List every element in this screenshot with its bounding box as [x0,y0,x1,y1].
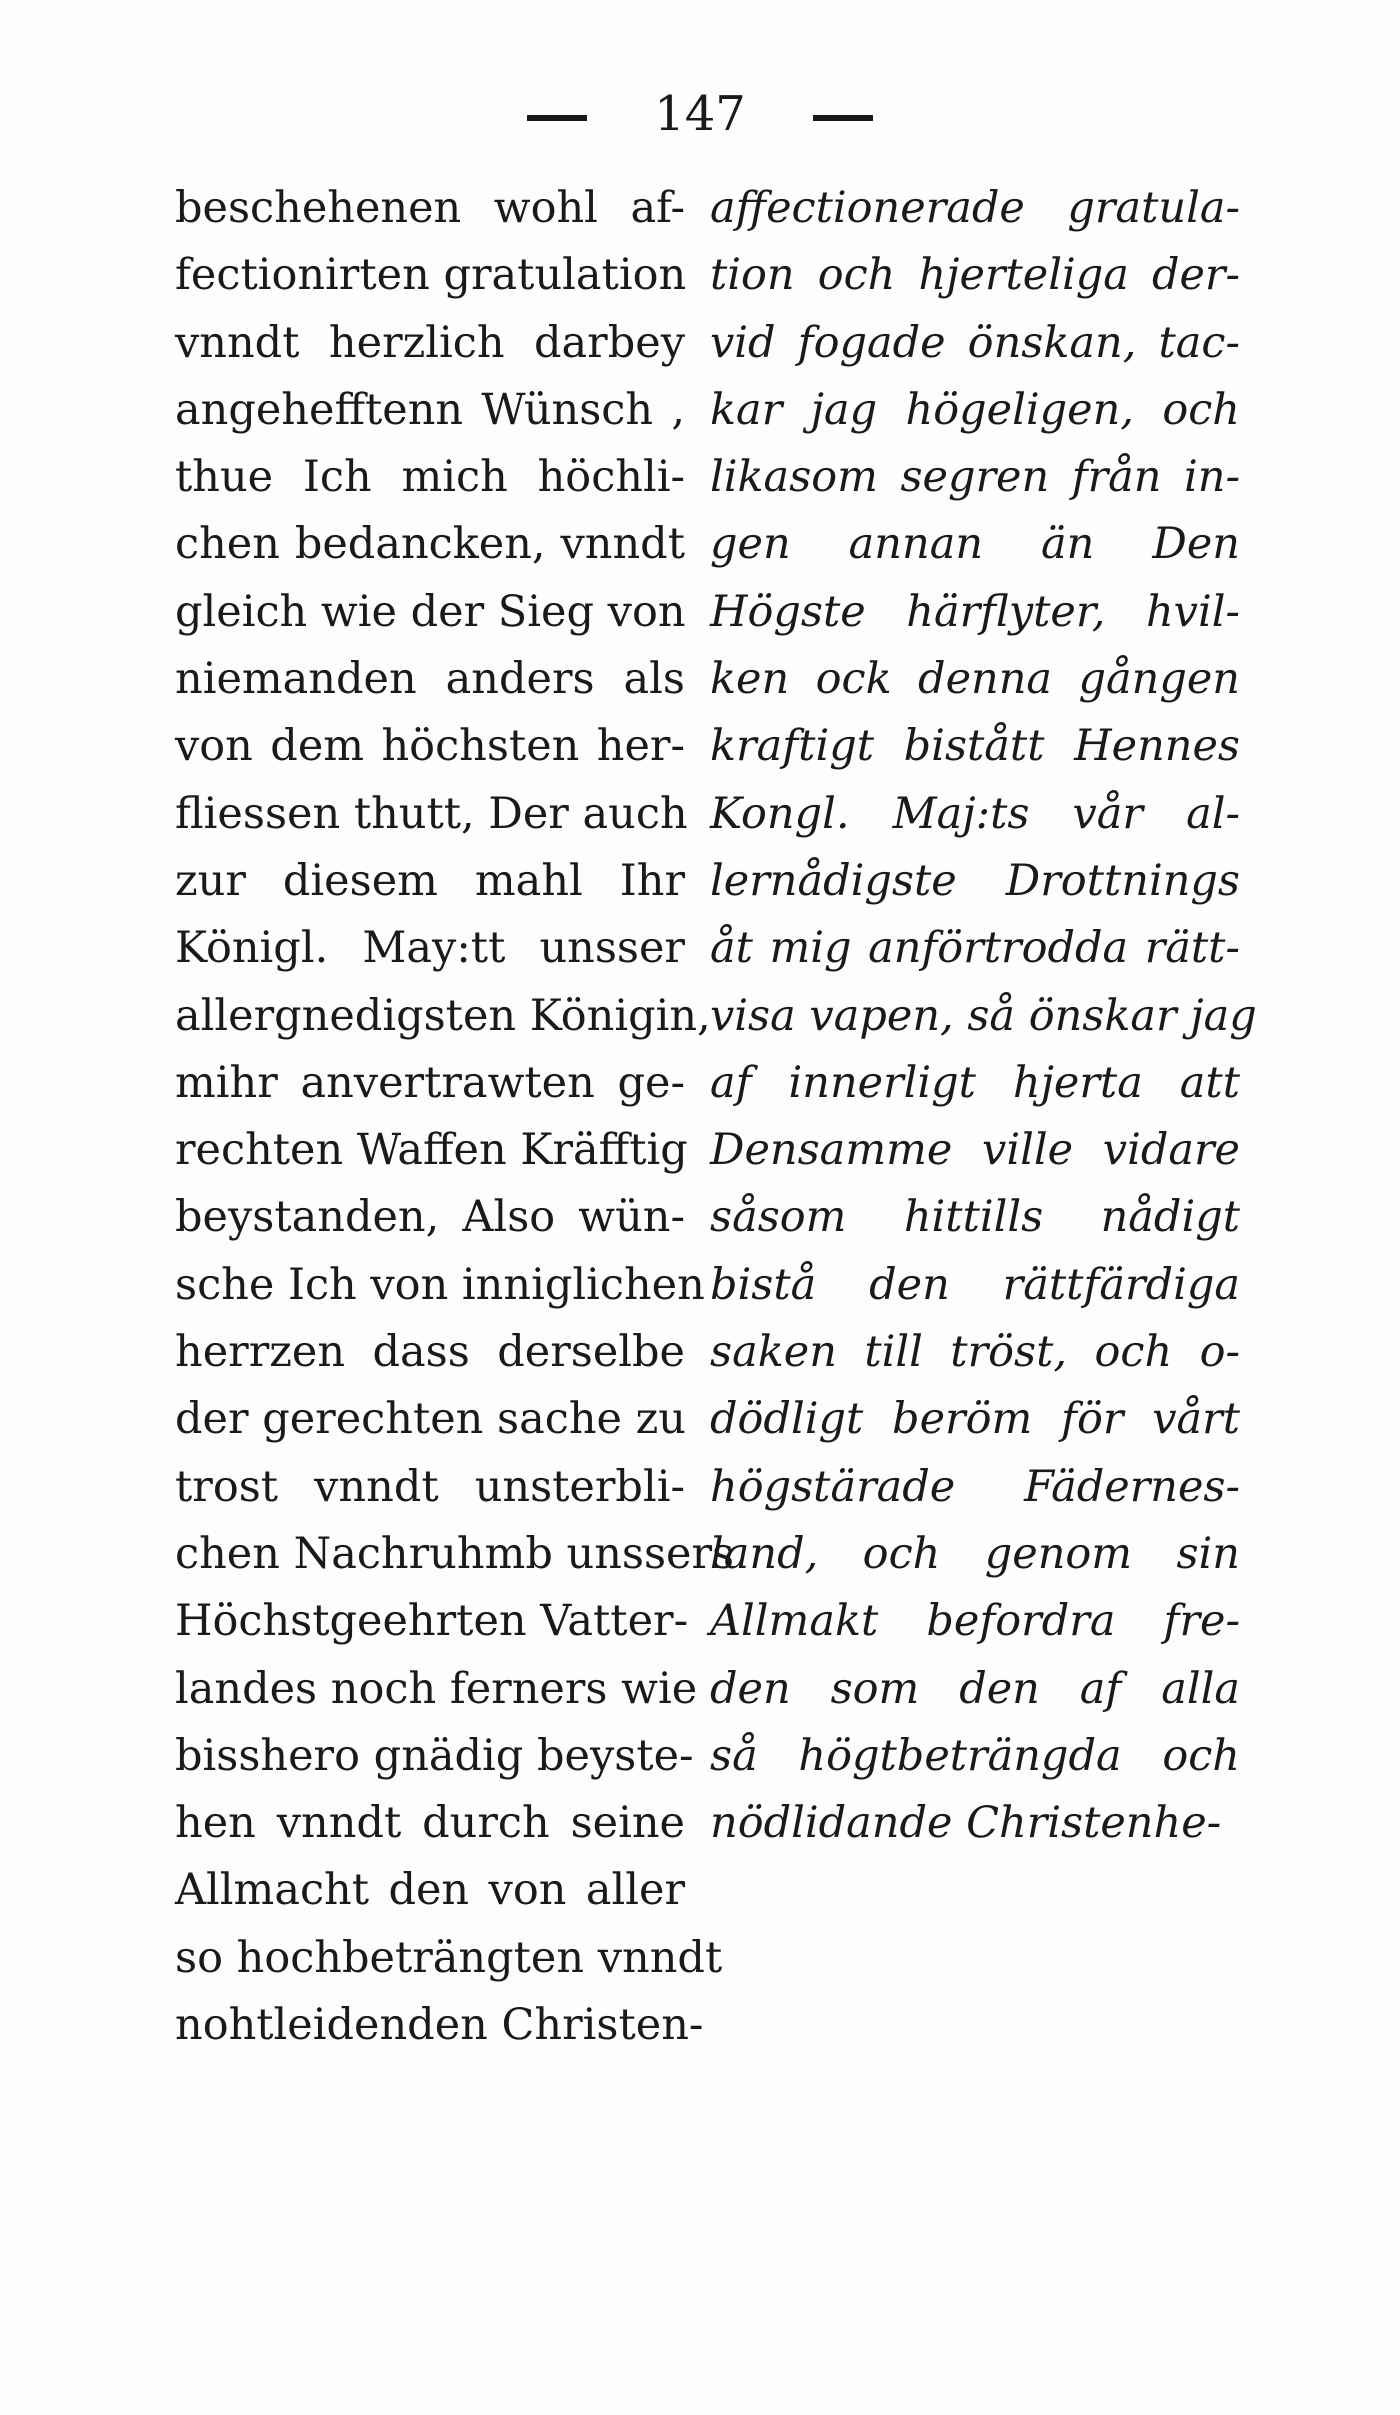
swedish-text-line: vid fogade önskan, tac- [710,317,1240,368]
german-text-line: Höchstgeehrten Vatter- [175,1596,689,1647]
german-text-line: rechten Waffen Kräfftig [175,1125,688,1176]
german-text-line: nohtleidenden Christen- [175,2000,704,2051]
header-left-rule [527,115,587,121]
german-text-line: angehefftenn Wünsch , [175,384,685,435]
german-text-line: fectionirten gratulation [175,250,687,301]
german-text-line: Königl. May:tt unsser [175,923,685,974]
german-text-line: der gerechten sache zu [175,1394,686,1445]
swedish-text-line: affectionerade gratula- [710,183,1240,233]
swedish-text-line: tion och hjerteliga der- [710,250,1240,301]
swedish-text-line: visa vapen, så önskar jag [710,990,1257,1041]
page-header [0,80,1400,144]
german-text-line: allergnedigsten Königin, [175,990,711,1041]
swedish-text-line: saken till tröst, och o- [710,1327,1240,1378]
german-text-line: mihr anvertrawten ge- [175,1057,685,1108]
german-text-line: trost vnndt unsterbli- [175,1461,685,1512]
page-number: 147 [654,85,746,142]
german-text-line: fliessen thutt, Der auch [175,788,688,839]
swedish-text-line: land, och genom sin [710,1528,1240,1579]
german-text-line: niemanden anders als [175,654,685,705]
header-right-rule [813,115,873,121]
german-text-line: landes noch ferners wie [175,1663,698,1714]
german-text-line: zur diesem mahl Ihr [175,855,685,906]
swedish-text-line: kar jag högeligen, och [710,384,1240,435]
swedish-text-line: Högste härflyter, hvil- [710,586,1240,637]
swedish-text-column [710,175,1257,1857]
swedish-text-line: af innerligt hjerta att [710,1057,1240,1108]
swedish-text-line: åt mig anförtrodda rätt- [710,923,1240,974]
swedish-text-line: lernådigste Drottnings [710,855,1240,906]
swedish-text-line: ken ock denna gången [710,654,1240,705]
german-text-line: chen Nachruhmb unssers [175,1528,735,1579]
swedish-text-line: den som den af alla [710,1663,1240,1714]
swedish-text-line: likasom segren från in- [710,452,1240,503]
swedish-text-line: högstärade Fädernes- [710,1461,1240,1512]
swedish-text-line: såsom hittills nådigt [710,1192,1240,1243]
german-text-line: beschehenen wohl af- [175,183,685,233]
german-text-line: sche Ich von inniglichen [175,1259,705,1310]
german-text-column [175,175,735,2059]
german-text-line: von dem höchsten her- [175,721,685,772]
swedish-text-line: kraftigt bistått Hennes [710,721,1240,772]
swedish-text-line: Allmakt befordra fre- [710,1596,1240,1647]
swedish-text-line: Kongl. Maj:ts vår al- [710,788,1240,839]
german-text-line: chen bedancken, vnndt [175,519,685,570]
german-text-line: herrzen dass derselbe [175,1327,685,1378]
german-text-line: beystanden, Also wün- [175,1192,685,1243]
german-text-line: Allmacht den von aller [175,1865,685,1916]
swedish-text-line: gen annan än Den [710,519,1240,570]
swedish-text-line: bistå den rättfärdiga [710,1259,1240,1310]
swedish-text-line: Densamme ville vidare [710,1125,1240,1176]
swedish-text-line: nödlidande Christenhe- [710,1798,1222,1849]
german-text-line: thue Ich mich höchli- [175,452,685,503]
german-text-line: vnndt herzlich darbey [175,317,685,368]
swedish-text-line: dödligt beröm för vårt [710,1394,1240,1445]
german-text-line: bisshero gnädig beyste- [175,1730,694,1781]
swedish-text-line: så högtbeträngda och [710,1730,1240,1781]
german-text-line: hen vnndt durch seine [175,1798,685,1849]
german-text-line: so hochbeträngten vnndt [175,1932,723,1983]
german-text-line: gleich wie der Sieg von [175,586,686,637]
